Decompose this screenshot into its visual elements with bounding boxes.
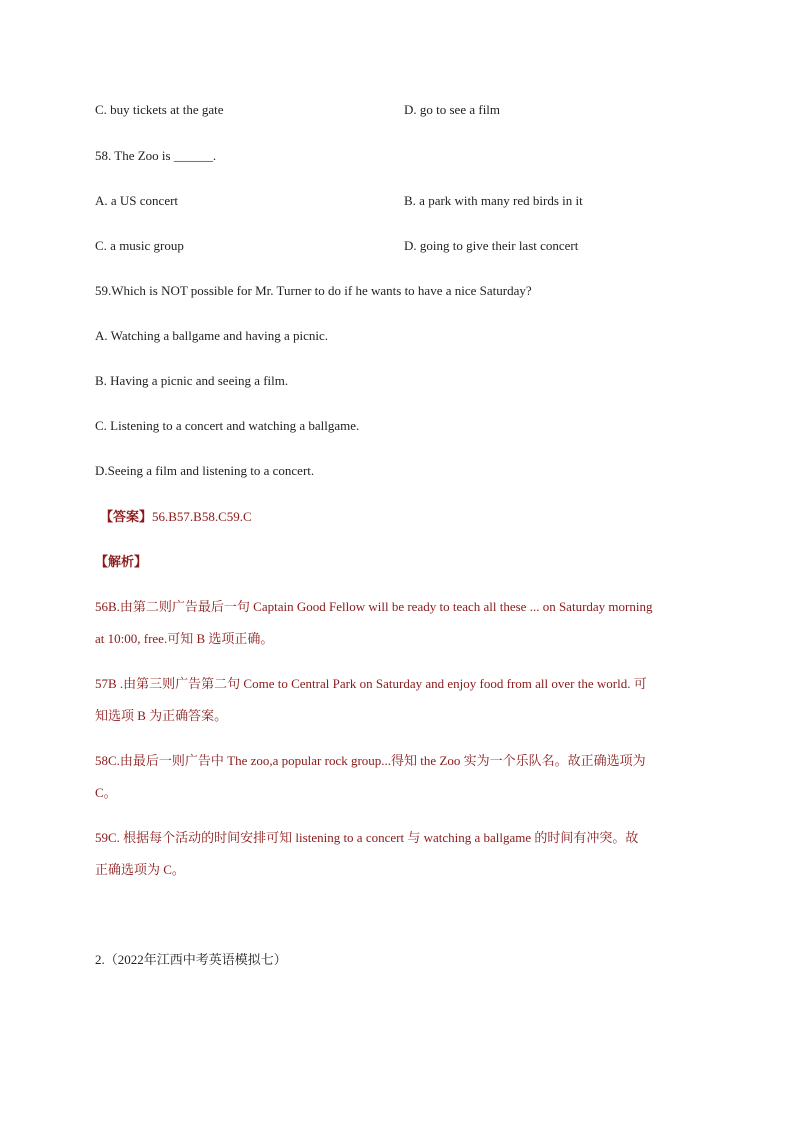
q58-option-c: C. a music group	[95, 238, 184, 253]
q58-option-b: B. a park with many red birds in it	[404, 193, 583, 208]
explanation-58-line1: 58C.由最后一则广告中 The zoo,a popular rock group...得知 the Zoo 实为一个乐队名。故正确选项为	[95, 753, 646, 768]
q59-option-d: D.Seeing a film and listening to a concert.	[95, 463, 315, 478]
q59-option-a: A. Watching a ballgame and having a picnic.	[95, 328, 328, 343]
q59-option-c: C. Listening to a concert and watching a ballgame.	[95, 418, 360, 433]
analysis-label: 【解析】	[95, 554, 148, 569]
explanation-57-line1: 57B .由第三则广告第二句 Come to Central Park on Saturday and enjoy food from all over the world. 可	[95, 676, 647, 691]
answer-text: 56.B57.B58.C59.C	[152, 509, 252, 524]
q58-stem: 58. The Zoo is ______.	[95, 148, 217, 163]
answer-line	[100, 509, 252, 525]
explanation-57-line2: 知选项 B 为正确答案。	[95, 708, 228, 723]
explanation-56-line1: 56B.由第二则广告最后一句 Captain Good Fellow will be ready to teach all these ... on Saturday morning	[95, 599, 653, 614]
explanation-58-line2: C。	[95, 785, 117, 800]
q59-stem: 59.Which is NOT possible for Mr. Turner to do if he wants to have a nice Saturday?	[95, 283, 532, 298]
q58-option-d: D. going to give their last concert	[404, 238, 579, 253]
explanation-56-line2: at 10:00, free.可知 B 选项正确。	[95, 631, 274, 646]
explanation-59-line1: 59C. 根据每个活动的时间安排可知 listening to a concert 与 watching a ballgame 的时间有冲突。故	[95, 830, 639, 845]
answer-label: 【答案】	[100, 509, 153, 524]
next-question-heading: 2.（2022年江西中考英语模拟七）	[95, 952, 287, 967]
explanation-59-line2: 正确选项为 C。	[95, 862, 185, 877]
q57-option-c: C. buy tickets at the gate	[95, 102, 224, 117]
q57-option-d: D. go to see a film	[404, 102, 501, 117]
q58-option-a: A. a US concert	[95, 193, 179, 208]
q59-option-b: B. Having a picnic and seeing a film.	[95, 373, 289, 388]
